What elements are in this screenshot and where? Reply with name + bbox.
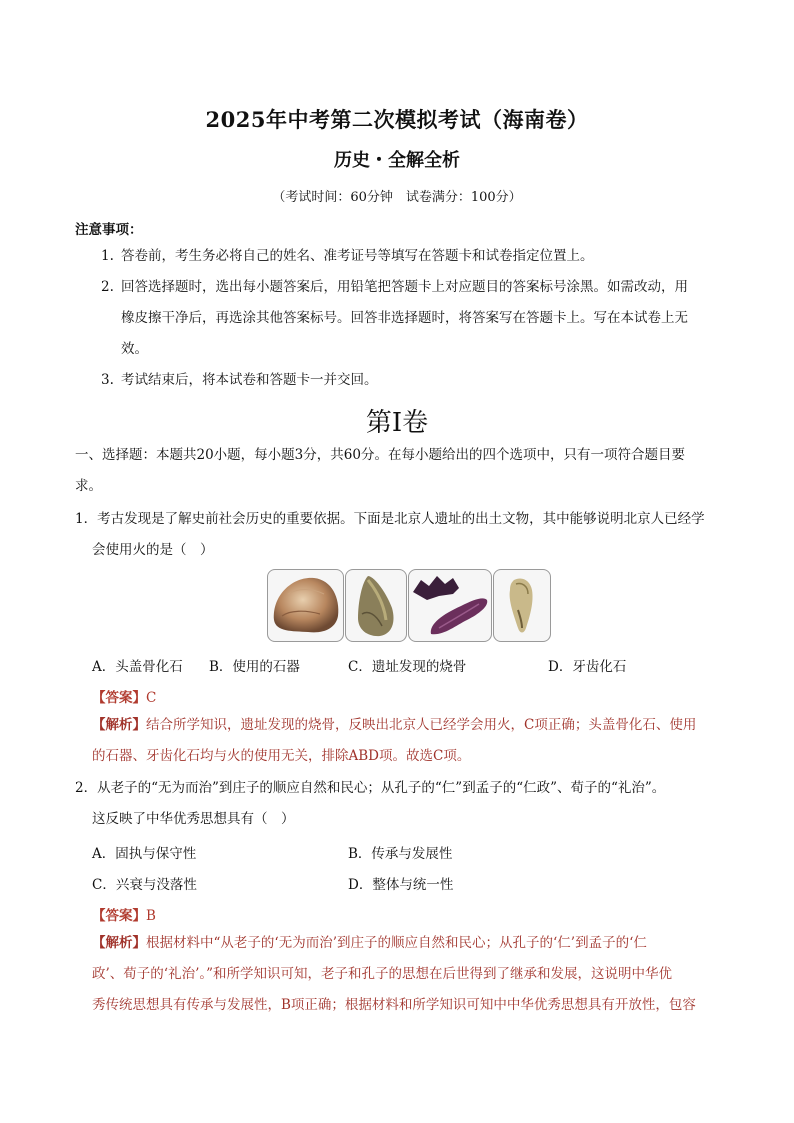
explanation-line: 政’、荀子的‘礼治’。”和所学知识可知，老子和孔子的思想在后世得到了继承和发展，这说明中华优 <box>92 966 673 982</box>
note-item-1 <box>101 241 721 272</box>
option-d: D．整体与统一性 <box>348 877 454 893</box>
option-b: B．使用的石器 <box>209 659 300 675</box>
exam-meta: （考试时间：60分钟 试卷满分：100分） <box>272 190 522 205</box>
option-c: C．遗址发现的烧骨 <box>348 659 467 675</box>
explanation-tag: 【解析】 <box>92 717 146 733</box>
note-item-3 <box>101 365 721 396</box>
option-d: D．牙齿化石 <box>548 659 627 675</box>
question-stem: 这反映了中华优秀思想具有（ ） <box>92 811 295 827</box>
explanation-1 <box>92 710 732 772</box>
answer-tag: 【答案】 <box>92 908 146 924</box>
explanation-line: 的石器、牙齿化石均与火的使用无关，排除ABD项。故选C项。 <box>92 748 471 764</box>
burnt-bone-image <box>408 569 492 642</box>
question-stem: 会使用火的是（ ） <box>92 542 214 558</box>
volume-heading: 第Ⅰ卷 <box>365 408 429 438</box>
option-c: C．兴衰与没落性 <box>92 877 197 893</box>
page-subtitle: 历史・全解全析 <box>334 150 460 171</box>
note-text: 考试结束后，将本试卷和答题卡一并交回。 <box>121 372 378 388</box>
note-number: 1. <box>101 248 114 264</box>
note-text: 回答选择题时，选出每小题答案后，用铅笔把答题卡上对应题目的答案标号涂黑。如需改动，用 <box>121 279 688 295</box>
notes-heading: 注意事项： <box>75 222 143 238</box>
note-item-2 <box>101 272 721 365</box>
option-b: B．传承与发展性 <box>348 846 453 862</box>
option-a: A．头盖骨化石 <box>92 659 183 675</box>
tooth-fossil-image <box>493 569 551 642</box>
note-text: 答卷前，考生务必将自己的姓名、准考证号等填写在答题卡和试卷指定位置上。 <box>121 248 594 264</box>
section-line: 一、选择题：本题共20小题，每小题3分，共60分。在每小题给出的四个选项中，只有一项符合题目要 <box>75 447 685 463</box>
section-instructions <box>75 440 735 502</box>
skull-fossil-image <box>267 569 344 642</box>
question-1-images <box>267 569 550 642</box>
stone-tool-image <box>345 569 407 642</box>
question-stem: 1．考古发现是了解史前社会历史的重要依据。下面是北京人遗址的出土文物，其中能够说明北京人已经学 <box>75 511 705 527</box>
explanation-line: 结合所学知识，遗址发现的烧骨，反映出北京人已经学会用火，C项正确；头盖骨化石、使用 <box>146 717 697 733</box>
note-text: 橡皮擦干净后，再选涂其他答案标号。回答非选择题时，将答案写在答题卡上。写在本试卷上无 <box>121 310 688 326</box>
answer-value: B <box>146 908 156 924</box>
note-number: 3. <box>101 372 114 388</box>
section-line: 求。 <box>75 478 102 494</box>
explanation-line: 根据材料中“从老子的‘无为而治’到庄子的顺应自然和民心；从孔子的‘仁’到孟子的‘仁 <box>146 935 647 951</box>
page-title: 2025年中考第二次模拟考试（海南卷） <box>205 107 589 132</box>
answer-value: C <box>146 690 157 706</box>
explanation-line: 秀传统思想具有传承与发展性，B项正确；根据材料和所学知识可知中中华优秀思想具有开放性，包容 <box>92 997 696 1013</box>
answer-tag: 【答案】 <box>92 690 146 706</box>
answer-2 <box>92 904 156 924</box>
option-a: A．固执与保守性 <box>92 846 197 862</box>
question-1 <box>75 504 735 566</box>
note-number: 2. <box>101 279 114 295</box>
note-text: 效。 <box>121 341 148 357</box>
explanation-2 <box>92 928 732 1021</box>
answer-1 <box>92 686 156 706</box>
question-stem: 2．从老子的“无为而治”到庄子的顺应自然和民心；从孔子的“仁”到孟子的“仁政”、荀子的“礼治”。 <box>75 780 666 796</box>
question-2 <box>75 773 735 835</box>
explanation-tag: 【解析】 <box>92 935 146 951</box>
